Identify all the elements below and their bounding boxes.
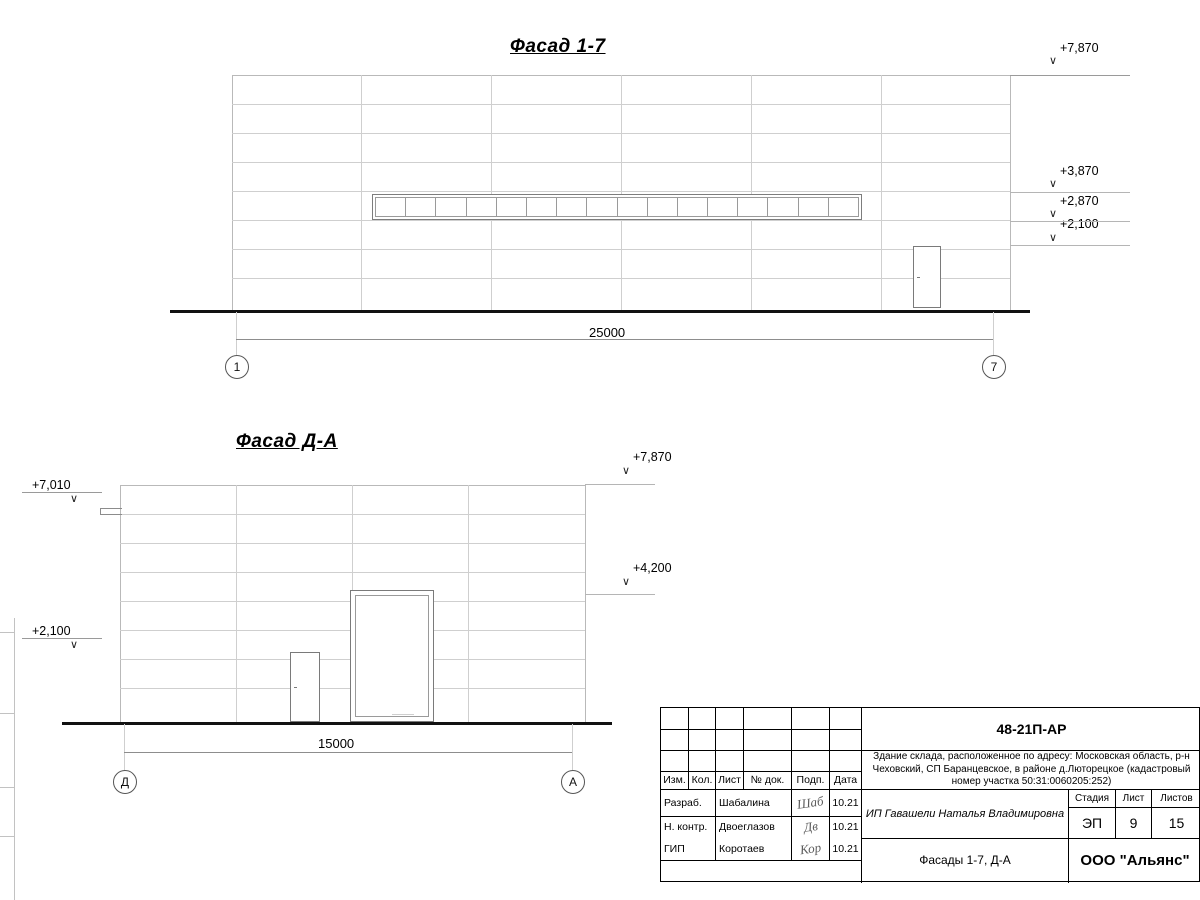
facade-side-extension-line bbox=[572, 724, 573, 772]
facade-front-panel-joint bbox=[751, 75, 752, 311]
facade-front-panel-joint bbox=[881, 75, 882, 311]
level-mark-4200-side: +4,200 bbox=[633, 561, 672, 575]
stamp-blank bbox=[661, 708, 688, 729]
facade-side-dimension-line bbox=[124, 752, 572, 753]
level-leader-line bbox=[1010, 192, 1130, 193]
level-mark-3870: +3,870 bbox=[1060, 164, 1099, 178]
level-leader-line bbox=[1010, 75, 1130, 76]
stamp-signature-1: Дв bbox=[791, 816, 829, 838]
title-block bbox=[660, 707, 1200, 882]
facade-front-ribbon-window bbox=[372, 194, 862, 220]
level-arrow-icon: ∨ bbox=[622, 465, 631, 477]
stamp-col-list: Лист bbox=[715, 771, 743, 789]
level-mark-2100-side: +2,100 bbox=[32, 624, 71, 638]
stamp-blank bbox=[661, 750, 688, 771]
facade-front-right-edge bbox=[1010, 75, 1011, 311]
stamp-sheets-value: 15 bbox=[1151, 807, 1200, 838]
facade-side-right-edge bbox=[585, 485, 586, 722]
stamp-date-2: 10.21 bbox=[829, 838, 861, 860]
stamp-stage-value: ЭП bbox=[1068, 807, 1115, 838]
level-leader-line bbox=[585, 484, 655, 485]
facade-side-gate bbox=[350, 590, 434, 722]
stamp-blank bbox=[688, 708, 715, 729]
stamp-date-0: 10.21 bbox=[829, 789, 861, 816]
stamp-object-description: Здание склада, расположенное по адресу: Московская область, р-н Чеховский, СП Баранцевское, в районе д.Люторецкое (кадастровый номер участка 50:31:0060205:252) bbox=[861, 750, 1200, 789]
facade-front-ground-line bbox=[170, 310, 1030, 313]
facade-side-parapet-nub bbox=[100, 508, 122, 509]
facade-side-door bbox=[290, 652, 320, 722]
stamp-designer: ИП Гавашели Наталья Владимировна bbox=[861, 789, 1068, 838]
level-mark-2870: +2,870 bbox=[1060, 194, 1099, 208]
level-mark-7010: +7,010 bbox=[32, 478, 71, 492]
stamp-blank bbox=[829, 750, 861, 771]
stamp-sheets-label: Листов bbox=[1151, 789, 1200, 807]
facade-front-panel-joint bbox=[491, 75, 492, 311]
stamp-name-0: Шабалина bbox=[715, 789, 791, 816]
stamp-blank bbox=[661, 729, 688, 750]
facade-side-parapet-nub-end bbox=[100, 508, 101, 514]
stamp-blank bbox=[688, 729, 715, 750]
stamp-blank bbox=[829, 729, 861, 750]
facade-front-door bbox=[913, 246, 941, 308]
stamp-role-0: Разраб. bbox=[661, 789, 715, 816]
facade-front-title: Фасад 1-7 bbox=[510, 36, 606, 57]
facade-front-overall-dimension: 25000 bbox=[589, 325, 626, 340]
stamp-sheet-label: Лист bbox=[1115, 789, 1151, 807]
stamp-name-2: Коротаев bbox=[715, 838, 791, 860]
level-arrow-icon: ∨ bbox=[622, 576, 631, 588]
stamp-role-1: Н. контр. bbox=[661, 816, 715, 838]
facade-side-extension-line bbox=[124, 724, 125, 772]
facade-front-panel-joint bbox=[621, 75, 622, 311]
facade-front-left-edge bbox=[232, 75, 233, 311]
axis-bubble-d: Д bbox=[113, 770, 137, 794]
stamp-col-kol: Кол. bbox=[688, 771, 715, 789]
stamp-col-podp: Подп. bbox=[791, 771, 829, 789]
level-arrow-icon: ∨ bbox=[1049, 178, 1058, 190]
axis-bubble-1: 1 bbox=[225, 355, 249, 379]
axis-bubble-7: 7 bbox=[982, 355, 1006, 379]
facade-side-left-edge bbox=[120, 485, 121, 722]
stamp-blank bbox=[829, 708, 861, 729]
level-arrow-icon: ∨ bbox=[1049, 232, 1058, 244]
stamp-col-ndok: № док. bbox=[743, 771, 791, 789]
facade-front-panel-joint bbox=[361, 75, 362, 311]
level-leader-line bbox=[22, 638, 102, 639]
facade-side-panel-joint bbox=[468, 485, 469, 722]
facade-side-gate-detail bbox=[392, 714, 414, 715]
facade-side-title: Фасад Д-А bbox=[236, 431, 338, 452]
stamp-col-data: Дата bbox=[829, 771, 861, 789]
stamp-project-code: 48-21П-АР bbox=[861, 708, 1200, 750]
stamp-role-2: ГИП bbox=[664, 842, 685, 855]
level-arrow-icon: ∨ bbox=[70, 493, 79, 505]
stamp-blank bbox=[743, 708, 791, 729]
level-arrow-icon: ∨ bbox=[1049, 55, 1058, 67]
stamp-blank bbox=[743, 729, 791, 750]
stamp-blank bbox=[791, 729, 829, 750]
level-leader-line bbox=[1010, 245, 1130, 246]
level-arrow-icon: ∨ bbox=[70, 639, 79, 651]
facade-side-overall-dimension: 15000 bbox=[318, 736, 355, 751]
level-arrow-icon: ∨ bbox=[1049, 208, 1058, 220]
stamp-sheet-title: Фасады 1-7, Д-А bbox=[861, 838, 1068, 883]
stamp-signature-2: Кор bbox=[791, 838, 829, 860]
facade-side-parapet-nub bbox=[100, 514, 122, 515]
axis-bubble-a: А bbox=[561, 770, 585, 794]
level-mark-2100: +2,100 bbox=[1060, 217, 1099, 231]
stamp-organization: ООО "Альянс" bbox=[1068, 838, 1200, 883]
stamp-blank bbox=[715, 708, 743, 729]
stamp-sheet-value: 9 bbox=[1115, 807, 1151, 838]
stamp-blank bbox=[688, 750, 715, 771]
level-leader-line bbox=[1010, 221, 1130, 222]
facade-side-ground-line bbox=[62, 722, 612, 725]
stamp-blank bbox=[743, 750, 791, 771]
stamp-col-izm: Изм. bbox=[661, 771, 688, 789]
stamp-blank bbox=[791, 750, 829, 771]
stamp-blank bbox=[791, 708, 829, 729]
level-leader-line bbox=[22, 492, 102, 493]
stamp-name-1: Двоеглазов bbox=[715, 816, 791, 838]
level-mark-7870-side: +7,870 bbox=[633, 450, 672, 464]
level-mark-7870: +7,870 bbox=[1060, 41, 1099, 55]
stamp-blank bbox=[715, 750, 743, 771]
level-leader-line bbox=[585, 594, 655, 595]
stamp-stage-label: Стадия bbox=[1068, 789, 1115, 807]
stamp-signature-0: Шаб bbox=[791, 789, 829, 816]
stamp-blank bbox=[715, 729, 743, 750]
stamp-blank-bottom bbox=[661, 860, 861, 883]
stamp-date-1: 10.21 bbox=[829, 816, 861, 838]
facade-side-panel-joint bbox=[236, 485, 237, 722]
